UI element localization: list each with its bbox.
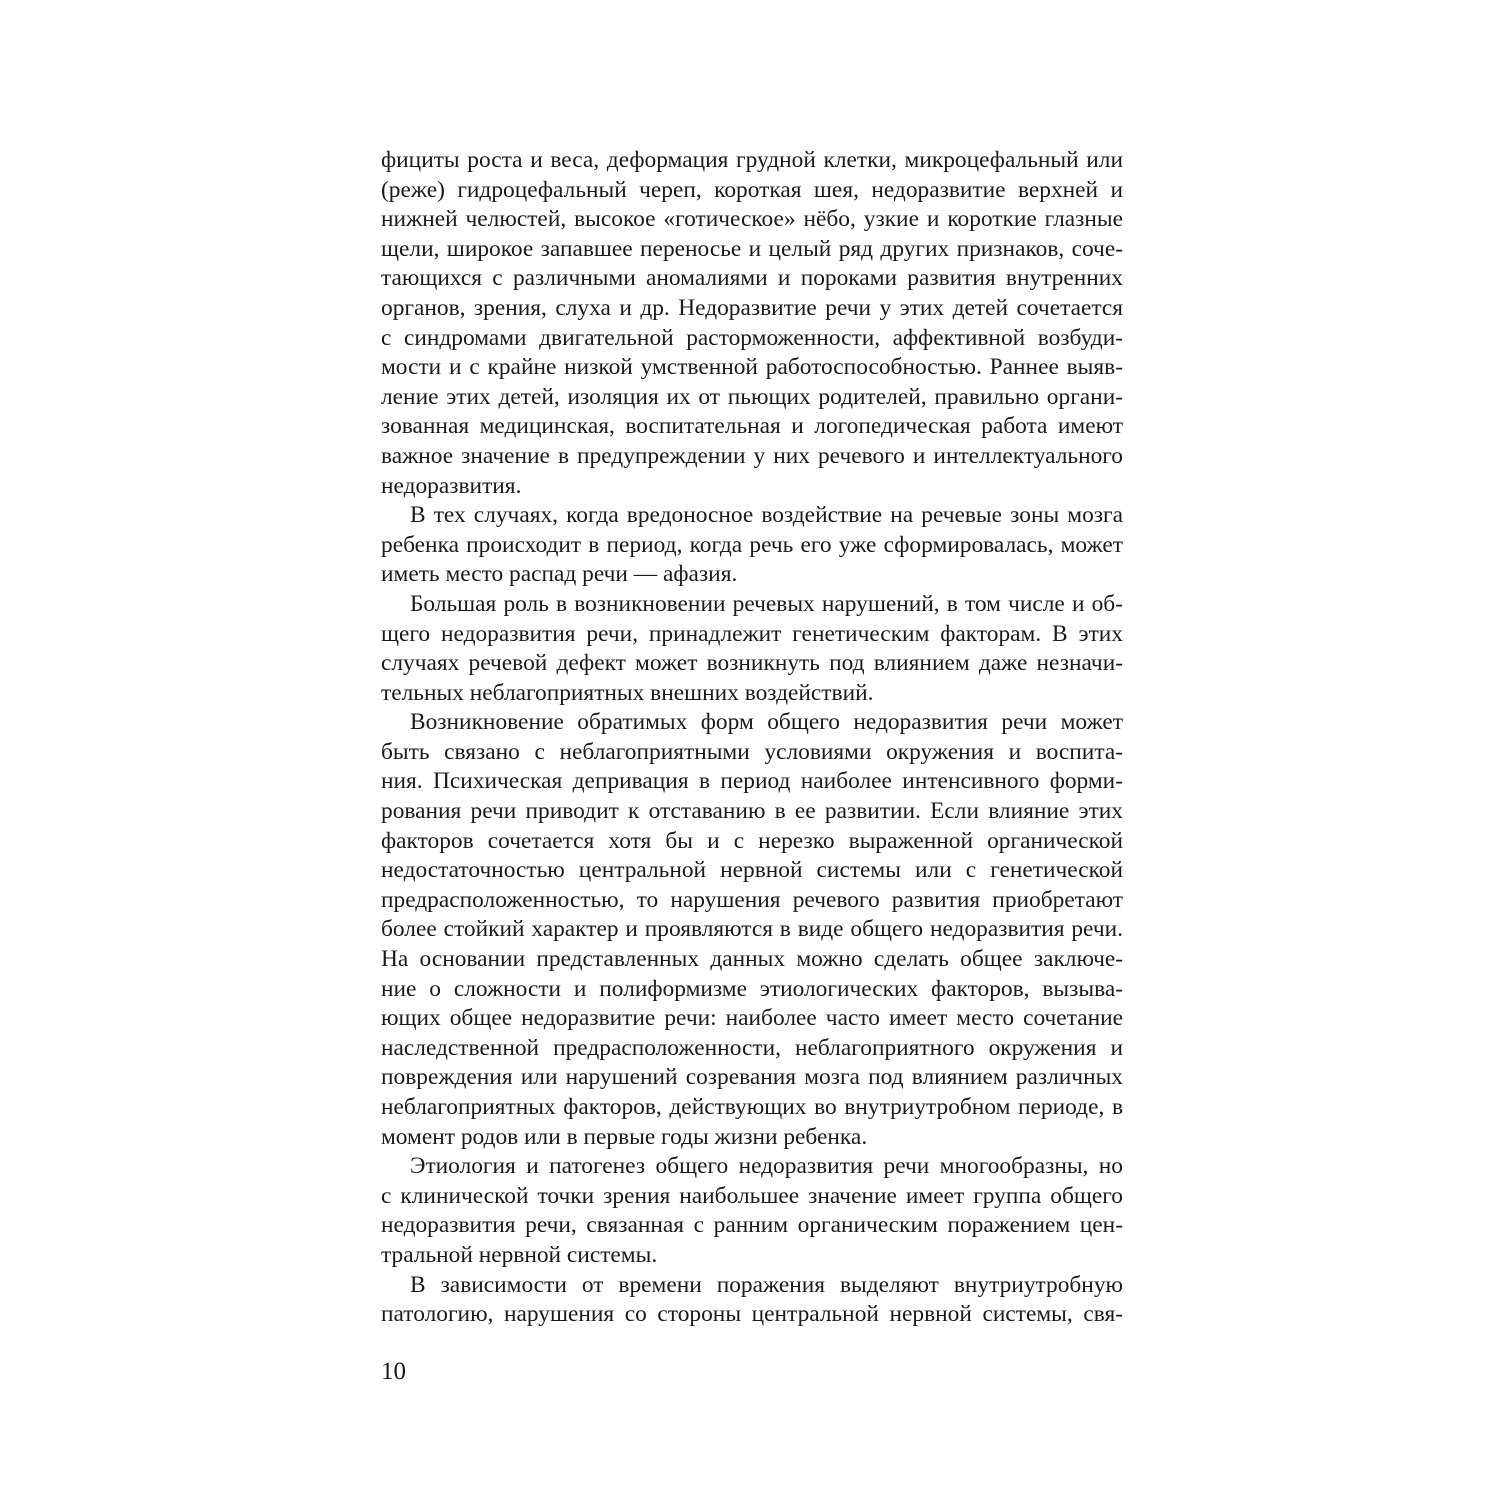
- text-line: предрасположенностью, то нарушения речевого развития приобретают: [381, 886, 1123, 913]
- text-line: Этиология и патогенез общего недоразвития речи многообразны, но: [410, 1153, 1123, 1180]
- text-line: иметь место распад речи — афазия.: [381, 561, 738, 588]
- text-line: В тех случаях, когда вредоносное воздействие на речевые зоны мозга: [410, 502, 1123, 529]
- text-line: ющих общее недоразвитие речи: наиболее часто имеет место сочетание: [381, 1005, 1123, 1032]
- text-line: нижней челюстей, высокое «готическое» нёбо, узкие и короткие глазные: [381, 206, 1123, 233]
- text-line: тральной нервной системы.: [381, 1241, 658, 1268]
- text-line: недоразвития.: [381, 472, 522, 499]
- text-line: ния. Психическая депривация в период наиболее интенсивного форми-: [381, 768, 1123, 795]
- text-line: В зависимости от времени поражения выделяют внутриутробную: [410, 1271, 1123, 1298]
- text-line: патологию, нарушения со стороны центральной нервной системы, свя-: [381, 1301, 1123, 1328]
- text-line: повреждения или нарушений созревания мозга под влиянием различных: [381, 1064, 1123, 1091]
- paragraph: [381, 501, 1123, 590]
- paragraph: [381, 590, 1123, 708]
- text-line: рования речи приводит к отставанию в ее развитии. Если влияние этих: [381, 798, 1123, 825]
- text-line: недоразвития речи, связанная с ранним органическим поражением цен-: [381, 1212, 1123, 1239]
- text-line: (реже) гидроцефальный череп, короткая шея, недоразвитие верхней и: [381, 176, 1123, 203]
- text-line: мости и с крайне низкой умственной работоспособностью. Раннее выяв-: [381, 354, 1123, 381]
- text-line: тельных неблагоприятных внешних воздействий.: [381, 679, 874, 706]
- text-line: с синдромами двигательной расторможенности, аффективной возбуди-: [381, 324, 1123, 351]
- text-line: важное значение в предупреждении у них речевого и интеллектуального: [381, 442, 1123, 469]
- paragraph: [381, 146, 1123, 501]
- text-line: ребенка происходит в период, когда речь его уже сформировалась, может: [381, 531, 1123, 558]
- text-line: зованная медицинская, воспитательная и логопедическая работа имеют: [381, 413, 1123, 440]
- text-line: фициты роста и веса, деформация грудной клетки, микроцефальный или: [381, 147, 1123, 173]
- paragraph: [381, 1271, 1123, 1330]
- text-line: недостаточностью центральной нервной системы или с генетической: [381, 857, 1123, 884]
- page-body: [381, 146, 1123, 1330]
- text-line: щего недоразвития речи, принадлежит генетическим факторам. В этих: [381, 620, 1123, 647]
- text-line: Большая роль в возникновении речевых нарушений, в том числе и об-: [410, 590, 1123, 617]
- text-line: факторов сочетается хотя бы и с нерезко выраженной органической: [381, 827, 1123, 854]
- text-line: момент родов или в первые годы жизни ребенка.: [381, 1123, 868, 1150]
- text-line: щели, широкое запавшее переносье и целый ряд других признаков, сочe-: [381, 235, 1123, 262]
- text-line: тающихся с различными аномалиями и пороками развития внутренних: [381, 265, 1123, 292]
- text-line: случаях речевой дефект может возникнуть под влиянием даже незначи-: [381, 650, 1123, 677]
- text-line: ние о сложности и полиформизме этиологических факторов, вызыва-: [381, 975, 1123, 1002]
- text-line: ление этих детей, изоляция их от пьющих родителей, правильно органи-: [381, 383, 1123, 410]
- text-line: На основании представленных данных можно сделать общее заключе-: [381, 946, 1123, 973]
- page-number: 10: [381, 1358, 406, 1385]
- text-line: более стойкий характер и проявляются в виде общего недоразвития речи.: [381, 916, 1123, 943]
- text-line: неблагоприятных факторов, действующих во внутриутробном периоде, в: [381, 1094, 1123, 1120]
- paragraph: [381, 708, 1123, 1152]
- text-line: быть связано с неблагоприятными условиями окружения и воспита-: [381, 738, 1123, 765]
- paragraph: [381, 1152, 1123, 1270]
- text-line: Возникновение обратимых форм общего недоразвития речи может: [410, 709, 1123, 736]
- text-line: с клинической точки зрения наибольшее значение имеет группа общего: [381, 1182, 1123, 1209]
- text-line: наследственной предрасположенности, неблагоприятного окружения и: [381, 1034, 1123, 1061]
- text-line: органов, зрения, слуха и др. Недоразвитие речи у этих детей сочетается: [381, 294, 1123, 321]
